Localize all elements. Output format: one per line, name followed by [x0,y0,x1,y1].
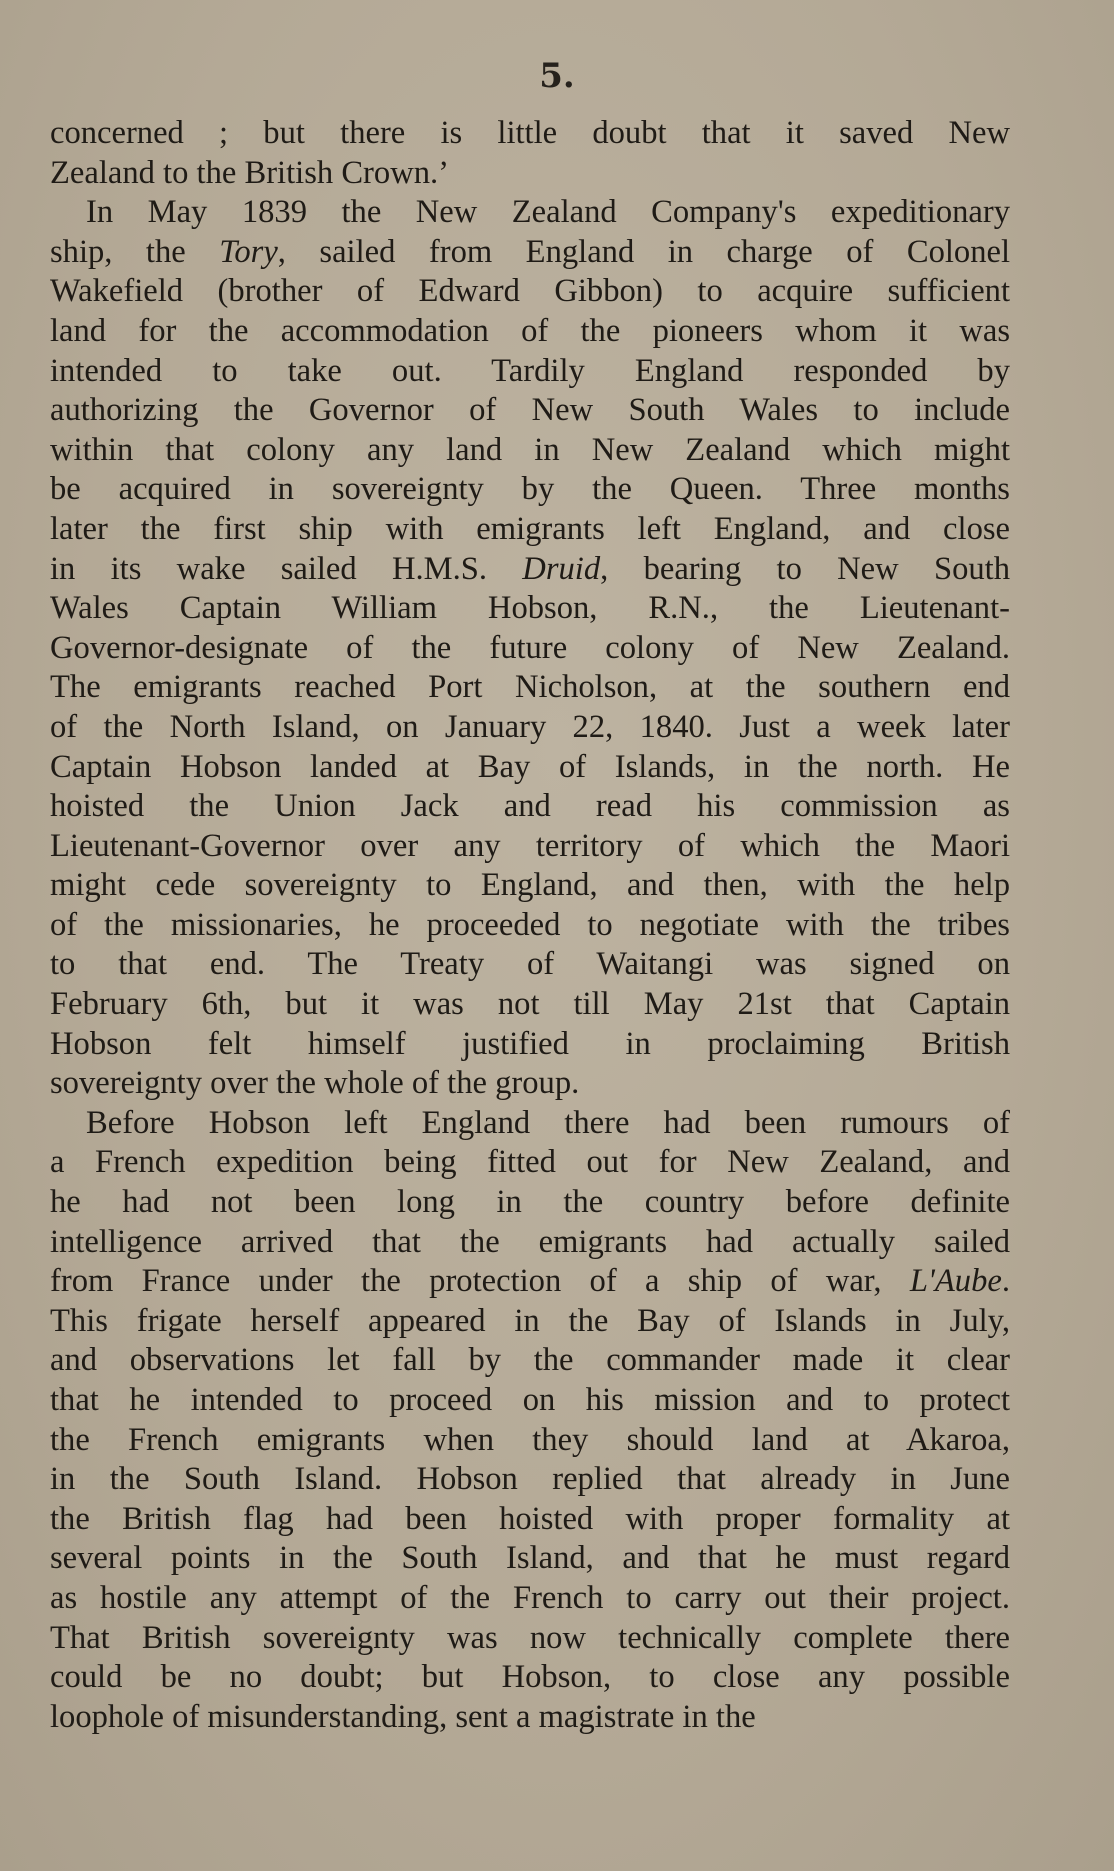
paragraph [50,193,1010,1104]
text-line: of the missionaries, he proceeded to negotiate with the tribes [50,906,1010,943]
text-line: and observations let fall by the commander made it clear [50,1342,1010,1379]
text-line: might cede sovereignty to England, and then, with the help [50,867,1010,904]
text-line: a French expedition being fitted out for New Zealand, and [50,1144,1010,1181]
text-line: intended to take out. Tardily England responded by [50,352,1010,389]
text-line: sovereignty over the whole of the group. [50,1065,580,1102]
text-line: concerned ; but there is little doubt that it saved New [50,115,1010,151]
text-line: as hostile any attempt of the French to carry out their project. [50,1579,1010,1616]
text-line: the British flag had been hoisted with proper formality at [50,1500,1010,1537]
text-line: February 6th, but it was not till May 21st that Captain [50,986,1010,1023]
text-line: Lieutenant-Governor over any territory of which the Maori [50,827,1010,864]
text-line: that he intended to proceed on his mission and to protect [50,1382,1010,1418]
text-line: ship, the Tory, sailed from England in charge of Colonel [50,233,1010,270]
text-line: Hobson felt himself justified in proclaiming British [50,1025,1010,1062]
text-line: The emigrants reached Port Nicholson, at the southern end [50,669,1010,706]
text-line: authorizing the Governor of New South Wales to include [50,392,1010,429]
text-line: from France under the protection of a ship of war, L'Aube. [50,1263,1010,1300]
text-line: of the North Island, on January 22, 1840. Just a week later [50,708,1010,745]
paragraph [50,114,1010,193]
text-line: be acquired in sovereignty by the Queen. Three months [50,471,1010,508]
text-line: in its wake sailed H.M.S. Druid, bearing to New South [50,550,1010,587]
text-line: That British sovereignty was now technically complete there [50,1619,1010,1656]
paragraph [50,1104,1010,1738]
text-line: land for the accommodation of the pioneers whom it was [50,312,1010,349]
text-line: Governor-designate of the future colony of New Zealand. [50,629,1010,666]
text-line: Wakefield (brother of Edward Gibbon) to acquire sufficient [50,273,1010,310]
text-line: hoisted the Union Jack and read his commission as [50,788,1010,825]
text-line: to that end. The Treaty of Waitangi was signed on [50,946,1010,983]
page-number: 5. [539,56,575,96]
text-line: Captain Hobson landed at Bay of Islands, in the north. He [50,748,1010,785]
text-line: intelligence arrived that the emigrants had actually sailed [50,1223,1010,1260]
body-text [50,114,1010,1737]
text-line: the French emigrants when they should land at Akaroa, [50,1421,1010,1458]
text-line: Before Hobson left England there had been rumours of [86,1104,1010,1141]
text-line: he had not been long in the country before definite [50,1184,1010,1221]
text-line: Wales Captain William Hobson, R.N., the Lieutenant- [50,590,1010,627]
text-line: could be no doubt; but Hobson, to close any possible [50,1659,1010,1696]
text-line: several points in the South Island, and that he must regard [50,1540,1010,1577]
text-line: In May 1839 the New Zealand Company's expeditionary [86,194,1010,231]
text-line: loophole of misunderstanding, sent a magistrate in the [50,1698,756,1735]
text-line: within that colony any land in New Zealand which might [50,431,1010,468]
text-line: This frigate herself appeared in the Bay of Islands in July, [50,1302,1010,1339]
text-line: in the South Island. Hobson replied that already in June [50,1461,1010,1498]
text-line: later the first ship with emigrants left England, and close [50,510,1010,547]
text-line: Zealand to the British Crown.’ [50,154,450,191]
